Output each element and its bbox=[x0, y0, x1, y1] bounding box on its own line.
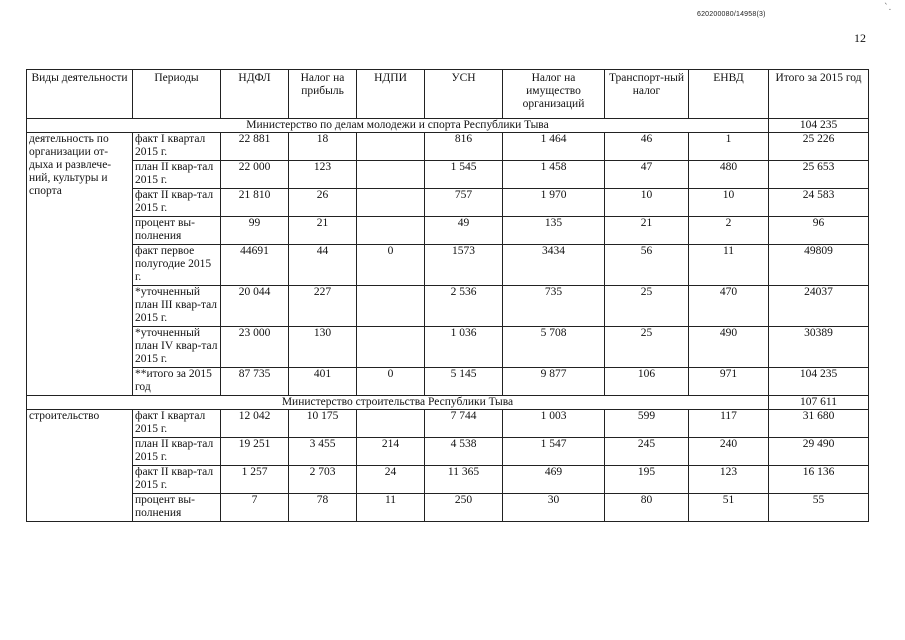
value-cell: 1 970 bbox=[503, 189, 605, 217]
value-cell: 2 536 bbox=[425, 286, 503, 327]
value-cell: 3 455 bbox=[289, 438, 357, 466]
header-property-tax: Налог на имущество организаций bbox=[503, 70, 605, 119]
value-cell: 87 735 bbox=[221, 368, 289, 396]
value-cell: 2 bbox=[689, 217, 769, 245]
value-cell: 20 044 bbox=[221, 286, 289, 327]
value-cell: 25 bbox=[605, 327, 689, 368]
activity-cell: деятельность по организации от-дыха и развлече-ний, культуры и спорта bbox=[27, 133, 133, 396]
document-id: 620200080/14958(3) bbox=[697, 11, 766, 18]
value-cell: 12 042 bbox=[221, 410, 289, 438]
table-row bbox=[27, 189, 869, 217]
value-cell: 10 175 bbox=[289, 410, 357, 438]
value-cell: 22 000 bbox=[221, 161, 289, 189]
header-row bbox=[27, 70, 869, 119]
value-cell: 25 226 bbox=[769, 133, 869, 161]
section-header-row bbox=[27, 396, 869, 410]
value-cell: 99 bbox=[221, 217, 289, 245]
period-cell: факт II квар-тал 2015 г. bbox=[133, 189, 221, 217]
value-cell: 80 bbox=[605, 494, 689, 522]
value-cell: 1 547 bbox=[503, 438, 605, 466]
value-cell: 0 bbox=[357, 245, 425, 286]
table-row bbox=[27, 466, 869, 494]
value-cell: 9 877 bbox=[503, 368, 605, 396]
value-cell: 1 458 bbox=[503, 161, 605, 189]
value-cell: 11 bbox=[357, 494, 425, 522]
header-envd: ЕНВД bbox=[689, 70, 769, 119]
value-cell: 757 bbox=[425, 189, 503, 217]
value-cell: 214 bbox=[357, 438, 425, 466]
value-cell: 23 000 bbox=[221, 327, 289, 368]
value-cell: 56 bbox=[605, 245, 689, 286]
value-cell bbox=[357, 161, 425, 189]
value-cell: 5 708 bbox=[503, 327, 605, 368]
value-cell: 4 538 bbox=[425, 438, 503, 466]
value-cell: 135 bbox=[503, 217, 605, 245]
value-cell bbox=[357, 286, 425, 327]
value-cell: 240 bbox=[689, 438, 769, 466]
value-cell: 117 bbox=[689, 410, 769, 438]
table-row bbox=[27, 245, 869, 286]
section-title: Министерство по делам молодежи и спорта Республики Тыва bbox=[27, 119, 769, 133]
value-cell: 78 bbox=[289, 494, 357, 522]
section-total: 104 235 bbox=[769, 119, 869, 133]
section-total: 107 611 bbox=[769, 396, 869, 410]
value-cell: 49809 bbox=[769, 245, 869, 286]
value-cell: 25 653 bbox=[769, 161, 869, 189]
page-number: 12 bbox=[854, 31, 866, 45]
value-cell: 1 464 bbox=[503, 133, 605, 161]
value-cell: 16 136 bbox=[769, 466, 869, 494]
value-cell: 104 235 bbox=[769, 368, 869, 396]
header-total: Итого за 2015 год bbox=[769, 70, 869, 119]
value-cell: 18 bbox=[289, 133, 357, 161]
table-body bbox=[27, 119, 869, 522]
period-cell: факт I квартал 2015 г. bbox=[133, 133, 221, 161]
value-cell: 1 257 bbox=[221, 466, 289, 494]
period-cell: план II квар-тал 2015 г. bbox=[133, 438, 221, 466]
value-cell: 130 bbox=[289, 327, 357, 368]
value-cell bbox=[357, 327, 425, 368]
value-cell: 401 bbox=[289, 368, 357, 396]
value-cell: 25 bbox=[605, 286, 689, 327]
value-cell: 49 bbox=[425, 217, 503, 245]
value-cell: 1 036 bbox=[425, 327, 503, 368]
value-cell: 123 bbox=[289, 161, 357, 189]
period-cell: *уточненный план IV квар-тал 2015 г. bbox=[133, 327, 221, 368]
value-cell: 10 bbox=[605, 189, 689, 217]
header-period: Периоды bbox=[133, 70, 221, 119]
value-cell: 21 bbox=[605, 217, 689, 245]
value-cell: 0 bbox=[357, 368, 425, 396]
scan-mark: `. bbox=[884, 3, 892, 13]
header-transport-tax: Транспорт-ный налог bbox=[605, 70, 689, 119]
value-cell: 11 bbox=[689, 245, 769, 286]
value-cell: 31 680 bbox=[769, 410, 869, 438]
period-cell: **итого за 2015 год bbox=[133, 368, 221, 396]
value-cell: 599 bbox=[605, 410, 689, 438]
value-cell: 1573 bbox=[425, 245, 503, 286]
value-cell: 96 bbox=[769, 217, 869, 245]
value-cell: 24037 bbox=[769, 286, 869, 327]
period-cell: процент вы-полнения bbox=[133, 494, 221, 522]
value-cell: 735 bbox=[503, 286, 605, 327]
period-cell: факт II квар-тал 2015 г. bbox=[133, 466, 221, 494]
table-row bbox=[27, 286, 869, 327]
value-cell: 24 bbox=[357, 466, 425, 494]
value-cell: 47 bbox=[605, 161, 689, 189]
value-cell: 227 bbox=[289, 286, 357, 327]
activity-cell: строительство bbox=[27, 410, 133, 522]
value-cell: 21 810 bbox=[221, 189, 289, 217]
value-cell: 51 bbox=[689, 494, 769, 522]
table-row bbox=[27, 438, 869, 466]
value-cell: 3434 bbox=[503, 245, 605, 286]
value-cell bbox=[357, 133, 425, 161]
value-cell: 816 bbox=[425, 133, 503, 161]
table-row bbox=[27, 327, 869, 368]
value-cell: 106 bbox=[605, 368, 689, 396]
value-cell: 1 003 bbox=[503, 410, 605, 438]
value-cell: 490 bbox=[689, 327, 769, 368]
table-row bbox=[27, 494, 869, 522]
section-title: Министерство строительства Республики Тыва bbox=[27, 396, 769, 410]
value-cell: 480 bbox=[689, 161, 769, 189]
value-cell: 469 bbox=[503, 466, 605, 494]
value-cell: 245 bbox=[605, 438, 689, 466]
value-cell: 7 744 bbox=[425, 410, 503, 438]
value-cell: 971 bbox=[689, 368, 769, 396]
header-activity: Виды деятельности bbox=[27, 70, 133, 119]
value-cell: 44691 bbox=[221, 245, 289, 286]
period-cell: процент вы-полнения bbox=[133, 217, 221, 245]
value-cell: 55 bbox=[769, 494, 869, 522]
value-cell: 11 365 bbox=[425, 466, 503, 494]
table-row bbox=[27, 368, 869, 396]
section-header-row bbox=[27, 119, 869, 133]
value-cell: 30 bbox=[503, 494, 605, 522]
value-cell: 7 bbox=[221, 494, 289, 522]
table-row bbox=[27, 410, 869, 438]
value-cell: 44 bbox=[289, 245, 357, 286]
value-cell: 123 bbox=[689, 466, 769, 494]
value-cell bbox=[357, 410, 425, 438]
value-cell: 24 583 bbox=[769, 189, 869, 217]
value-cell: 19 251 bbox=[221, 438, 289, 466]
value-cell bbox=[357, 189, 425, 217]
value-cell: 1 545 bbox=[425, 161, 503, 189]
table-row bbox=[27, 161, 869, 189]
tax-table bbox=[26, 69, 869, 522]
value-cell bbox=[357, 217, 425, 245]
value-cell: 5 145 bbox=[425, 368, 503, 396]
value-cell: 21 bbox=[289, 217, 357, 245]
value-cell: 195 bbox=[605, 466, 689, 494]
value-cell: 22 881 bbox=[221, 133, 289, 161]
header-ndfl: НДФЛ bbox=[221, 70, 289, 119]
header-profit-tax: Налог на прибыль bbox=[289, 70, 357, 119]
value-cell: 10 bbox=[689, 189, 769, 217]
value-cell: 29 490 bbox=[769, 438, 869, 466]
header-usn: УСН bbox=[425, 70, 503, 119]
period-cell: план II квар-тал 2015 г. bbox=[133, 161, 221, 189]
value-cell: 2 703 bbox=[289, 466, 357, 494]
value-cell: 250 bbox=[425, 494, 503, 522]
header-ndpi: НДПИ bbox=[357, 70, 425, 119]
period-cell: факт I квартал 2015 г. bbox=[133, 410, 221, 438]
value-cell: 30389 bbox=[769, 327, 869, 368]
value-cell: 1 bbox=[689, 133, 769, 161]
period-cell: факт первое полугодие 2015 г. bbox=[133, 245, 221, 286]
period-cell: *уточненный план III квар-тал 2015 г. bbox=[133, 286, 221, 327]
table-row bbox=[27, 133, 869, 161]
value-cell: 470 bbox=[689, 286, 769, 327]
table-row bbox=[27, 217, 869, 245]
value-cell: 46 bbox=[605, 133, 689, 161]
value-cell: 26 bbox=[289, 189, 357, 217]
